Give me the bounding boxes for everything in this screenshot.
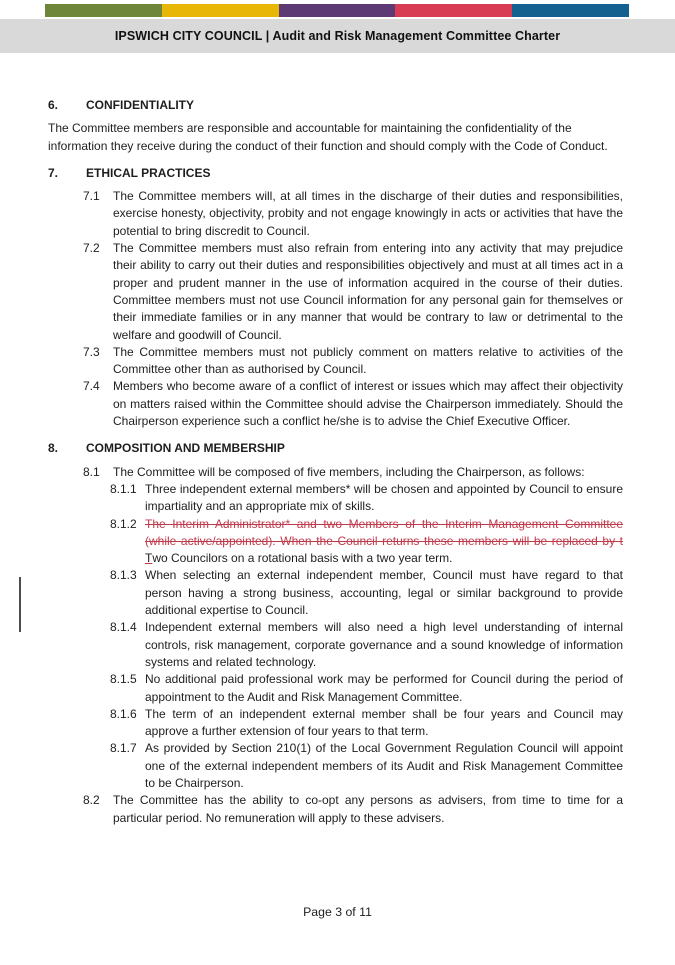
- item-number: 8.1.4: [110, 620, 137, 635]
- header-title-band: [0, 19, 675, 53]
- list-item-8-1-6: [110, 706, 623, 741]
- list-item-8-1-5: [110, 671, 623, 706]
- item-text: Independent external members will also need a high level understanding of internal controls, risk management, corporate governance and a sound knowledge of information systems and related technology.: [145, 620, 623, 669]
- bar-segment-red: [395, 4, 512, 17]
- deleted-tracked-text: The Interim Administrator* and two Members of the Interim Management Committee (while active/appointed). When the Council returns these members will be replaced by t: [145, 516, 623, 548]
- list-item-7-2: [83, 240, 623, 344]
- tracked-change-margin-bar: [19, 577, 21, 632]
- bar-segment-purple: [279, 4, 396, 17]
- item-number: 8.2: [83, 793, 100, 808]
- section-title: COMPOSITION AND MEMBERSHIP: [86, 441, 285, 456]
- item-number: 8.1.7: [110, 741, 137, 756]
- item-number: 8.1.2: [110, 516, 137, 531]
- brand-color-bar: [45, 4, 629, 17]
- section-title: CONFIDENTIALITY: [86, 98, 194, 112]
- item-number: 8.1.5: [110, 672, 137, 687]
- bar-segment-green: [45, 4, 162, 17]
- item-text: When selecting an external independent member, Council must have regard to that person having a strong business, accounting, legal or similar background to provide additional expertise to Council.: [145, 568, 623, 618]
- item-number: 7.2: [83, 241, 100, 256]
- section-heading-6: [48, 97, 623, 114]
- item-text: The Committee members must not publicly comment on matters relative to activities of the Committee other than as authorised by Council.: [113, 344, 623, 377]
- item-text: [145, 516, 623, 568]
- list-item-8-1-1: [110, 481, 623, 516]
- list-item-8-2: [83, 792, 623, 827]
- item-number: 7.3: [83, 344, 100, 359]
- list-item-8-1: [83, 464, 623, 481]
- item-number: 8.1.1: [110, 481, 137, 496]
- item-text: The Committee has the ability to co-opt any persons as advisers, from time to time for a particular period. No remuneration will apply to these advisers.: [113, 793, 623, 825]
- page-number-label: Page 3 of 11: [303, 905, 372, 919]
- section-title: ETHICAL PRACTICES: [86, 165, 211, 180]
- list-item-7-4: [83, 378, 623, 430]
- document-body: [48, 97, 623, 827]
- list-item-8-1-7: [110, 740, 623, 792]
- item-text: The Committee will be composed of five members, including the Chairperson, as follows:: [113, 464, 585, 479]
- item-number: 8.1: [83, 464, 100, 479]
- section-number: 6.: [48, 98, 59, 112]
- item-text: As provided by Section 210(1) of the Local Government Regulation Council will appoint one of the external independent members of its Audit and Risk Management Committee to be Chairperson.: [145, 741, 623, 790]
- bar-segment-yellow: [162, 4, 279, 17]
- section-heading-8: [48, 440, 623, 457]
- item-number: 7.4: [83, 379, 100, 394]
- section-6-paragraph: The Committee members are responsible and accountable for maintaining the confidentiality of the information they receive during the conduct of their function and should comply with the Code of Conduct.: [48, 121, 608, 153]
- section-number: 8.: [48, 441, 59, 456]
- list-item-8-1-2: [110, 516, 623, 568]
- list-item-8-1-3: [110, 567, 623, 619]
- document-title: IPSWICH CITY COUNCIL | Audit and Risk Management Committee Charter: [114, 29, 561, 43]
- item-text: No additional paid professional work may be performed for Council during the period of appointment to the Audit and Risk Management Committee.: [145, 672, 623, 704]
- list-item-7-1: [83, 188, 623, 240]
- item-text: The term of an independent external member shall be four years and Council may approve a further extension of four years to that term.: [145, 706, 623, 739]
- section-number: 7.: [48, 165, 59, 180]
- item-number: 7.1: [83, 189, 100, 204]
- item-text: Three independent external members* will be chosen and appointed by Council to ensure impartiality and an appropriate mix of skills.: [145, 481, 623, 514]
- bar-segment-blue: [512, 4, 629, 17]
- item-number: 8.1.3: [110, 568, 137, 583]
- item-text: Members who become aware of a conflict of interest or issues which may affect their objectivity on matters raised within the Committee should advise the Chairperson immediately. Should the Chairperson experience such a conflict he/she is to advise the Chief Executive Officer.: [113, 379, 623, 429]
- item-text-rest: wo Councilors on a rotational basis with a two year term.: [152, 551, 453, 566]
- inserted-tracked-text: T: [145, 551, 153, 566]
- item-text: The Committee members will, at all times in the discharge of their duties and responsibilities, exercise honesty, objectivity, probity and not engage knowingly in acts or activities that have the potential to bring discredit to Council.: [113, 189, 623, 238]
- section-heading-7: [48, 165, 623, 182]
- page-footer: [0, 905, 675, 919]
- item-text: The Committee members must also refrain from entering into any activity that may prejudice their ability to carry out their duties and responsibilities objectively and must at all times act in a proper and prudent manner in the use of information acquired in the course of their duties. Committee members must not use Council information for any personal gain for themselves or their immediate families or in any manner that would be contrary to law or detrimental to the welfare and goodwill of Council.: [113, 241, 623, 342]
- item-number: 8.1.6: [110, 706, 137, 721]
- list-item-8-1-4: [110, 619, 623, 671]
- list-item-7-3: [83, 344, 623, 379]
